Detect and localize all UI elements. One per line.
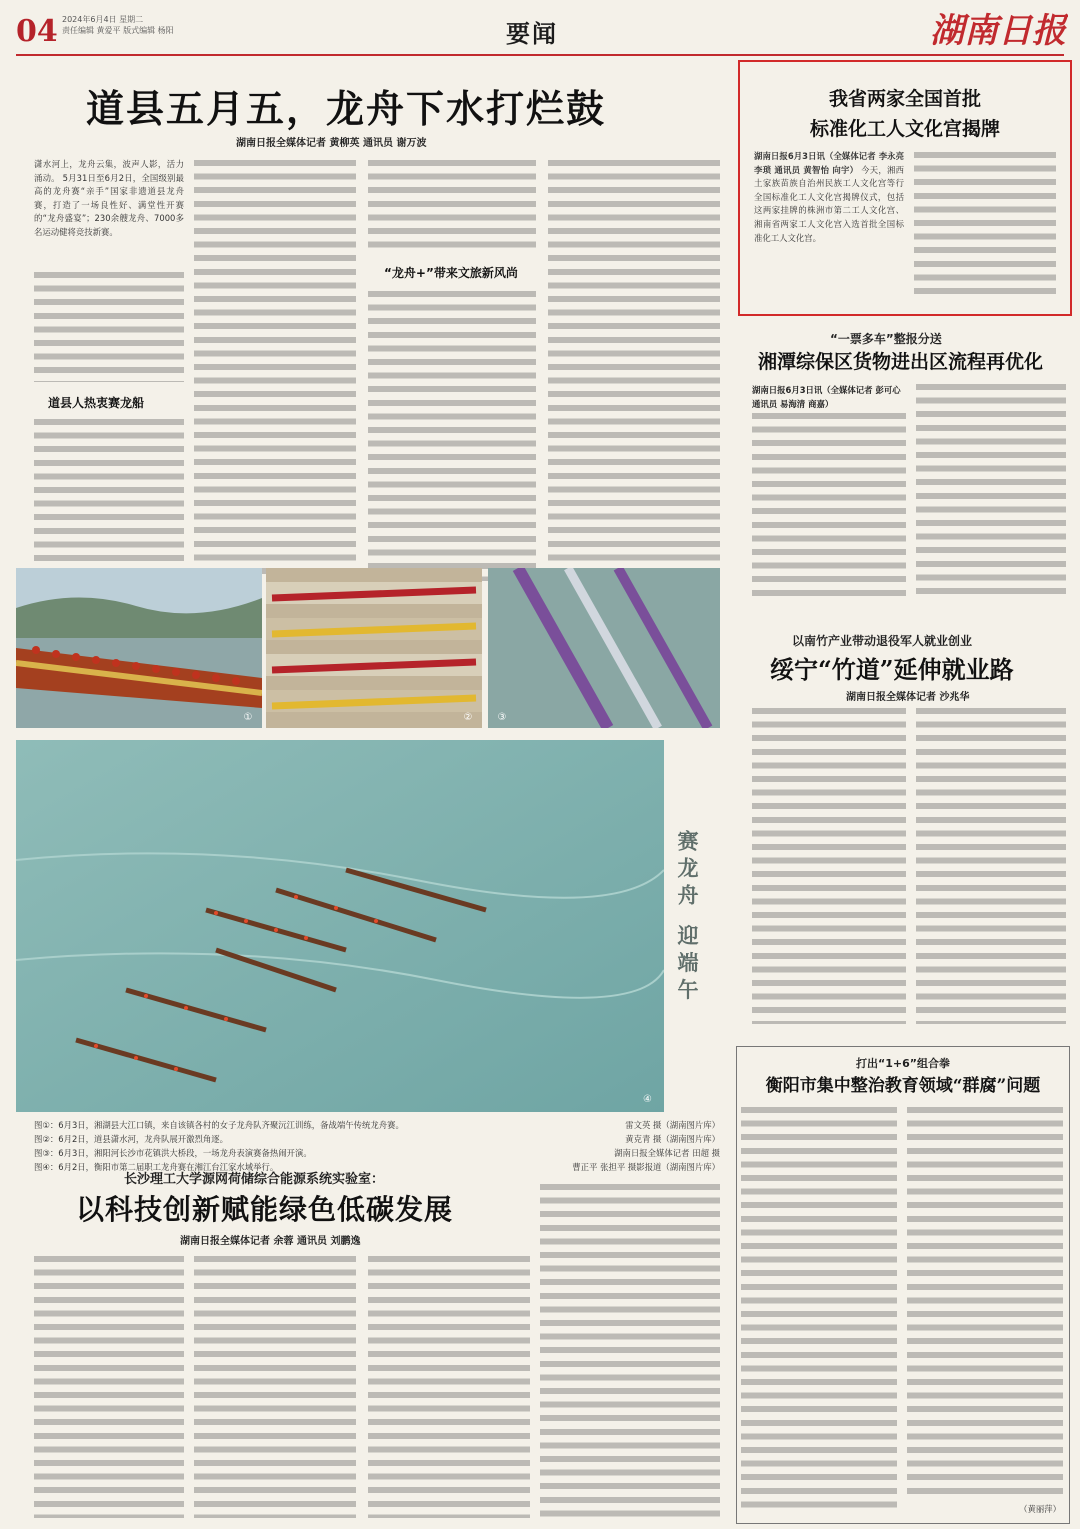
caption-1: 图①：6月3日，湘湖县大江口镇，来自该镇各村的女子龙舟队齐聚沅江训练，备战端午传统龙舟赛。 — [34, 1120, 404, 1130]
story5-column-1 — [741, 1107, 897, 1515]
story3-kicker: 以南竹产业带动退役军人就业创业 — [792, 634, 973, 648]
story4-column-4 — [540, 1184, 720, 1518]
editors: 责任编辑 黄爱平 版式编辑 杨阳 — [62, 26, 174, 35]
caption-3: 图③：6月3日，湘阳河长沙市花镇洪大桥段，一场龙舟表演赛备热闹开演。 — [34, 1148, 312, 1158]
story2-column-1 — [752, 384, 906, 604]
photo-4-label: ④ — [643, 1094, 652, 1105]
story5-box — [736, 1046, 1070, 1524]
boxed-para: 今天，湘西土家族苗族自治州民族工人文化宫等行全国标准化工人文化宫揭牌仪式，包括这两家挂牌的株洲市第二工人文化宫、湘南省两家工人文化宫入选首批全国标准化工人文化宫。 — [754, 164, 904, 243]
caption-2: 图②：6月2日，道县潇水河，龙舟队展开激烈角逐。 — [34, 1134, 229, 1144]
credit-2: 黄克青 摄（湖南图片库） — [625, 1134, 720, 1144]
boxed-body-col1 — [754, 150, 904, 300]
photo-credits — [520, 1118, 720, 1174]
photo-2-label: ② — [463, 712, 473, 723]
story5-headline: 衡阳市集中整治教育领域“群腐”问题 — [765, 1076, 1041, 1096]
lead-para1-text: 潇水河上，龙舟云集，波声人影，活力涌动。 — [34, 159, 184, 183]
lead-text-block — [368, 291, 536, 581]
story5-kicker: 打出“1+6”组合拳 — [856, 1057, 950, 1070]
logo-text: 湖南日报 — [930, 11, 1066, 50]
boxed-headline-line2: 标准化工人文化宫揭牌 — [809, 118, 1000, 140]
credit-1: 雷文英 摄（湖南图片库） — [625, 1120, 720, 1130]
caption-4: 图④：6月2日，衡阳市第二届职工龙舟赛在湘江台江家水域举行。 — [34, 1162, 279, 1172]
story2-kicker: “一票多车”整报分送 — [830, 332, 942, 346]
lead-text-block — [34, 272, 184, 382]
lead-column-4 — [548, 160, 720, 574]
lead-column-3 — [368, 160, 536, 574]
story2-byline: 湖南日报6月3日讯（全媒体记者 彭可心 通讯员 易海清 商嘉） — [752, 385, 901, 409]
story2-text-block — [752, 413, 906, 603]
photo-captions — [34, 1118, 514, 1174]
story3-column-1 — [752, 708, 906, 1024]
story3-column-2 — [916, 708, 1066, 1024]
lead-para2-text: 5月31日至6月2日，全国级别最高的龙舟赛“亲手”国家非遗道县龙舟赛，打造了一场良性好、满堂性开赛的“龙舟盛宴”；230余艘龙舟、7000多名运动健将竞技新赛。 — [34, 172, 184, 237]
photo-4 — [16, 740, 664, 1112]
story4-column-3 — [368, 1256, 530, 1518]
dateline — [62, 14, 174, 36]
photo-2 — [266, 568, 482, 728]
photo-3 — [488, 568, 720, 728]
story5-footer: （黄丽萍） — [1019, 1504, 1061, 1514]
story2-headline: 湘潭综保区货物进出区流程再优化 — [758, 351, 1044, 373]
lead-subhead-1: 道县人热衷赛龙船 — [48, 396, 145, 410]
boxed-byline: 湖南日报6月3日讯（全媒体记者 李永亮 李琐 通讯员 黄智怡 向宇） — [754, 151, 904, 175]
story3-byline: 湖南日报全媒体记者 沙兆华 — [846, 692, 970, 703]
story4-column-2 — [194, 1256, 356, 1518]
photo-vertical-title: 赛龙舟 迎端午 — [675, 830, 700, 1006]
masthead-rule — [16, 54, 1064, 56]
credit-4: 曹正平 张担平 摄影报道（湖南图片库） — [572, 1162, 720, 1172]
lead-column-1 — [34, 158, 184, 578]
story4-headline: 以科技创新赋能绿色低碳发展 — [76, 1193, 454, 1226]
section-title: 要闻 — [506, 19, 558, 48]
story4-column-1 — [34, 1256, 184, 1518]
boxed-headline-line1: 我省两家全国首批 — [828, 88, 981, 110]
story2-column-2 — [916, 384, 1066, 600]
lead-byline: 湖南日报全媒体记者 黄柳英 通讯员 谢万波 — [236, 138, 427, 149]
credit-3: 湖南日报全媒体记者 田超 摄 — [614, 1148, 720, 1158]
lead-headline: 道县五月五，龙舟下水打烂鼓 — [86, 86, 607, 131]
story4-kicker: 长沙理工大学源网荷储综合能源系统实验室： — [124, 1172, 385, 1187]
page-number: 04 — [16, 14, 58, 49]
boxed-body-col2 — [914, 152, 1056, 298]
lead-paragraph-1 — [34, 158, 184, 268]
lead-column-2 — [194, 160, 356, 574]
lead-text-block — [368, 160, 536, 250]
story4-byline: 湖南日报全媒体记者 余蓉 通讯员 刘鹏逸 — [180, 1236, 361, 1247]
photo-1-label: ① — [243, 712, 253, 723]
boxed-story — [738, 60, 1072, 316]
story3-headline: 绥宁“竹道”延伸就业路 — [770, 655, 1014, 684]
photo-3-label: ③ — [497, 712, 507, 723]
newspaper-logo — [888, 8, 1068, 50]
story5-column-2 — [907, 1107, 1063, 1497]
issue-date: 2024年6月4日 星期二 — [62, 15, 144, 24]
photo-1 — [16, 568, 262, 728]
lead-subhead-2: “龙舟+”带来文旅新风尚 — [384, 266, 518, 280]
